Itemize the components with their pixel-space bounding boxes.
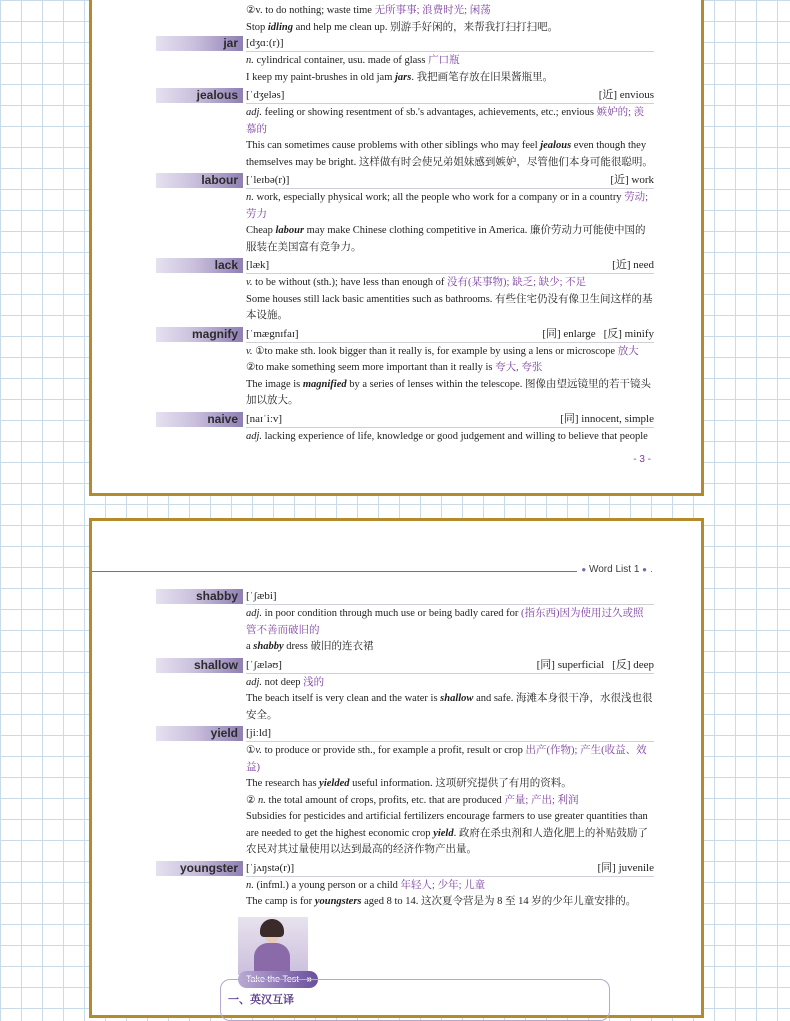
text-run: The image is — [246, 378, 303, 390]
relation-word: envious — [617, 89, 654, 101]
text-run: ②v. to do nothing; waste time — [246, 5, 375, 16]
text-run: v. — [246, 277, 253, 288]
related-words — [542, 327, 654, 342]
text-run: work, especially physical work; all the people who work for a company or in a country — [253, 192, 625, 203]
entry-line — [246, 691, 654, 708]
header-rule — [92, 571, 652, 573]
phonetic: [naɪˈiːv] — [246, 412, 283, 425]
text-run: 劳动; — [624, 192, 649, 203]
text-run: The camp is for — [246, 896, 315, 907]
page-4 — [89, 518, 704, 1018]
phonetic: [ˈmægnɪfaɪ] — [246, 327, 299, 340]
phonetic-line — [246, 412, 654, 428]
text-run: useful information. 这项研究提供了有用的资料。 — [349, 778, 572, 789]
text-run: v. — [246, 345, 253, 357]
phonetic-line — [246, 658, 654, 674]
entry-naive — [156, 412, 654, 446]
text-run: Stop — [246, 21, 268, 33]
entry-line — [246, 190, 654, 207]
page-3 — [89, 0, 704, 496]
text-run: This can sometimes cause problems with other siblings who may feel — [246, 140, 541, 151]
entry-line — [246, 894, 654, 911]
phonetic-line — [246, 327, 654, 343]
text-run: and safe. 海滩本身很干净，水很浅也很 — [473, 693, 653, 704]
entry-line — [246, 292, 654, 309]
text-run: 服装在美国富有竞争力。 — [246, 241, 362, 253]
headword-jealous: jealous — [156, 88, 243, 103]
text-run: in poor condition through much use or being badly cared for — [262, 608, 521, 619]
entry-line — [246, 377, 654, 394]
entry-line — [246, 623, 654, 640]
entry-line — [246, 809, 654, 826]
text-run: n. — [246, 55, 254, 66]
text-run: 出产(作物); 产生(收益、效益) — [246, 745, 647, 773]
entry-head — [156, 88, 654, 104]
text-run: 无所事事; 浪费时光; 闲荡 — [374, 5, 491, 16]
relation-word: minify — [621, 327, 654, 340]
entry-labour — [156, 173, 654, 256]
text-run: dress 破旧的连衣裙 — [283, 641, 374, 652]
phonetic: [ˈdʒeləs] — [246, 89, 285, 101]
text-run: 管不善而破旧的 — [246, 624, 320, 636]
related-words — [599, 88, 654, 103]
text-run: jealous — [540, 140, 572, 151]
relation-word: work — [628, 174, 654, 186]
headword-lack: lack — [156, 258, 243, 273]
text-run: youngsters — [314, 896, 362, 907]
page-number: - 3 - — [633, 454, 651, 465]
headword-magnify: magnify — [156, 327, 243, 342]
phonetic-line — [246, 589, 654, 605]
headword-shabby: shabby — [156, 589, 243, 604]
bullet-icon: ● — [581, 565, 587, 574]
entry-lack — [156, 258, 654, 325]
entry-line — [246, 743, 654, 776]
text-run: 安全。 — [246, 709, 278, 721]
relation-tag: [近] — [610, 174, 629, 186]
headword-labour: labour — [156, 173, 243, 188]
entry-line — [246, 878, 654, 895]
entry-line — [246, 20, 654, 37]
entry-head — [156, 412, 654, 428]
phonetic-line — [246, 726, 654, 742]
entry-line — [246, 776, 654, 793]
entry-head — [156, 861, 654, 877]
text-run: ①to make sth. look bigger than it really is, for example by using a lens or microscope — [252, 345, 618, 357]
entry-line — [246, 53, 654, 70]
text-run: 产量; 产出; 利润 — [504, 794, 579, 806]
phonetic: [ˈʃæbi] — [246, 590, 277, 602]
word-list-label: Word List 1 — [588, 564, 640, 575]
phonetic-line — [246, 88, 654, 104]
entry-line — [246, 429, 654, 446]
text-run: jars — [395, 71, 412, 83]
entry-list — [156, 3, 654, 447]
entry-line — [246, 842, 654, 859]
text-run: shallow — [440, 693, 474, 704]
text-run: ② — [246, 794, 259, 806]
headword-youngster: youngster — [156, 861, 243, 876]
relation-tag: [近] — [598, 89, 618, 101]
text-run: 浅的 — [303, 676, 325, 688]
word-list-header — [577, 564, 651, 575]
text-run: and help me clean up. 别游手好闲的，来帮我打扫打扫吧。 — [292, 21, 559, 33]
entry-line — [246, 3, 654, 20]
entry-line — [246, 793, 654, 810]
text-run: 没有(某事物); 缺乏; 缺少; 不足 — [447, 277, 587, 288]
entry-line — [246, 360, 654, 377]
entry-head — [156, 589, 654, 605]
entry-head — [156, 36, 654, 52]
entry-line — [246, 70, 654, 87]
phonetic: [læk] — [246, 259, 270, 271]
entry-line — [246, 207, 654, 224]
text-run: 夸大, 夸张 — [495, 362, 543, 373]
text-run: not deep — [262, 676, 304, 688]
entry-jealous — [156, 88, 654, 171]
entry-line — [246, 826, 654, 843]
text-run: (infml.) a young person or a child — [253, 879, 401, 891]
entry-line — [246, 393, 654, 410]
headword-shallow: shallow — [156, 658, 243, 673]
relation-word: deep — [630, 658, 654, 671]
text-run: ②to make something seem more important than it really is — [246, 362, 496, 373]
text-run: feeling or showing resentment of sb.'s advantages, achievements, etc.; envious — [262, 107, 597, 118]
entry-line — [246, 344, 654, 361]
bullet-icon: ● — [642, 565, 647, 574]
phonetic: [ˈleɪbə(r)] — [246, 174, 290, 186]
relation-tag: [同] — [597, 861, 616, 874]
entry-head — [156, 726, 654, 742]
text-run: n. — [258, 794, 266, 806]
text-run: shabby — [253, 641, 284, 652]
photo-hair — [260, 919, 284, 937]
text-run: 放大 — [617, 345, 639, 357]
phonetic: [jiːld] — [246, 727, 272, 739]
text-run: 加以放大。 — [246, 395, 299, 406]
entry-line — [246, 675, 654, 692]
text-run: 本设施。 — [246, 310, 288, 321]
text-run: . 我把画笔存放在旧果酱瓶里。 — [411, 71, 554, 83]
phonetic: [ˈjʌŋstə(r)] — [246, 861, 295, 874]
relation-word: enlarge — [560, 327, 596, 340]
phonetic: [ˈʃæləʊ] — [246, 658, 282, 671]
text-run: Cheap — [246, 225, 276, 236]
text-run: to produce or provide sth., for example a profit, result or crop — [261, 745, 526, 756]
phonetic-line — [246, 861, 654, 877]
entry-line — [246, 606, 654, 623]
text-run: adj. — [246, 430, 263, 442]
text-run: a — [246, 641, 254, 652]
relation-word: innocent, simple — [578, 412, 654, 425]
text-run: adj. — [246, 107, 263, 118]
text-run: even though they — [571, 140, 647, 151]
relation-word: need — [630, 259, 654, 271]
text-run: may make Chinese clothing competitive in America. 廉价劳动力可能使中国的 — [304, 225, 646, 236]
entry-shallow — [156, 658, 654, 725]
relation-tag: [反] — [603, 327, 622, 340]
text-run: 嫉妒的; 羡 — [596, 107, 645, 118]
text-run: ① — [246, 745, 256, 756]
phonetic: [dʒɑː(r)] — [246, 37, 284, 49]
entry-youngster — [156, 861, 654, 911]
relation-tag: [反] — [612, 658, 631, 671]
entry-line — [246, 155, 654, 172]
entry-yield — [156, 726, 654, 859]
text-run: Some houses still lack basic amentities such as bathrooms. 有些住宅仍没有像卫生间这样的基 — [246, 293, 653, 305]
text-run: adj. — [246, 608, 263, 619]
text-run: (指东西)因为使用过久或照 — [520, 608, 644, 619]
related-words — [597, 861, 654, 876]
entry-line — [246, 275, 654, 292]
entry-jar — [156, 36, 654, 86]
entry-line — [246, 223, 654, 240]
text-run: magnified — [302, 378, 347, 390]
text-run: Subsidies for pesticides and artificial fertilizers encourage farmers to use greater quantities than — [246, 811, 648, 822]
text-run: adj. — [246, 676, 263, 688]
phonetic-line — [246, 173, 654, 189]
text-run: labour — [275, 225, 305, 236]
text-run: . 政府在杀虫剂和人造化肥上的补贴鼓励了 — [453, 827, 648, 839]
phonetic-line — [246, 36, 654, 52]
entry-list — [156, 589, 654, 913]
text-run: The beach itself is very clean and the water is — [246, 693, 441, 704]
text-run: the total amount of crops, profits, etc. that are produced — [265, 794, 505, 806]
entry-head — [156, 258, 654, 274]
student-photo — [238, 917, 308, 975]
entry-line — [246, 122, 654, 139]
entry-head — [156, 658, 654, 674]
relation-tag: [同] — [560, 412, 579, 425]
text-run: n. — [246, 192, 254, 203]
entry-line — [246, 708, 654, 725]
text-run: lacking experience of life, knowledge or good judgement and willing to believe that people — [262, 430, 648, 442]
phonetic-line — [246, 258, 654, 274]
entry-line — [246, 639, 654, 656]
entry-magnify — [156, 327, 654, 410]
related-words — [537, 658, 654, 673]
relation-word: superficial — [554, 658, 605, 671]
text-run: 年轻人; 少年; 儿童 — [400, 879, 486, 891]
entry-shabby — [156, 589, 654, 656]
text-run: to be without (sth.); have less than enough of — [252, 277, 448, 288]
double-arrow-icon: » — [306, 974, 312, 985]
related-words — [612, 258, 654, 273]
entry-line — [246, 105, 654, 122]
entry-line — [246, 308, 654, 325]
entry-line — [246, 240, 654, 257]
text-run: yield — [433, 827, 454, 839]
relation-tag: [近] — [612, 259, 631, 271]
relation-tag: [同] — [542, 327, 561, 340]
exercise-section-title: 一、英汉互译 — [228, 994, 294, 1006]
text-run: n. — [246, 879, 254, 891]
text-run: The research has — [246, 778, 320, 789]
text-run: 劳力 — [246, 208, 267, 220]
related-words — [610, 173, 654, 188]
relation-word: juvenile — [615, 861, 654, 874]
text-run: idling — [267, 21, 293, 33]
text-run: themselves may be bright. 这样做有时会使兄弟姐妹感到嫉妒，尽管他们本身可能很聪明。 — [246, 156, 653, 168]
text-run: by a series of lenses within the telescope. 图像由望远镜里的若干镜头 — [346, 378, 652, 390]
text-run: are needed to get the highest economic crop — [246, 827, 434, 839]
text-run: 农民对其过量使用以达到最高的经济作物产出量。 — [246, 844, 477, 855]
headword-jar: jar — [156, 36, 243, 51]
relation-tag: [同] — [536, 658, 555, 671]
related-words — [560, 412, 654, 427]
text-run: 慕的 — [246, 123, 267, 135]
take-the-test-label: Take the Test — [246, 974, 299, 984]
text-run: 广口瓶 — [428, 55, 460, 66]
entry-line — [246, 138, 654, 155]
text-run: aged 8 to 14. 这次夏令营是为 8 至 14 岁的少年儿童安排的。 — [361, 896, 637, 907]
headword-naive: naive — [156, 412, 243, 427]
entry-head — [156, 327, 654, 343]
text-run: cylindrical container, usu. made of glass — [253, 55, 429, 66]
text-run: yielded — [319, 778, 350, 789]
headword-yield: yield — [156, 726, 243, 741]
entry-head — [156, 173, 654, 189]
text-run: I keep my paint-brushes in old jam — [246, 71, 396, 83]
text-run: v. — [255, 745, 262, 756]
